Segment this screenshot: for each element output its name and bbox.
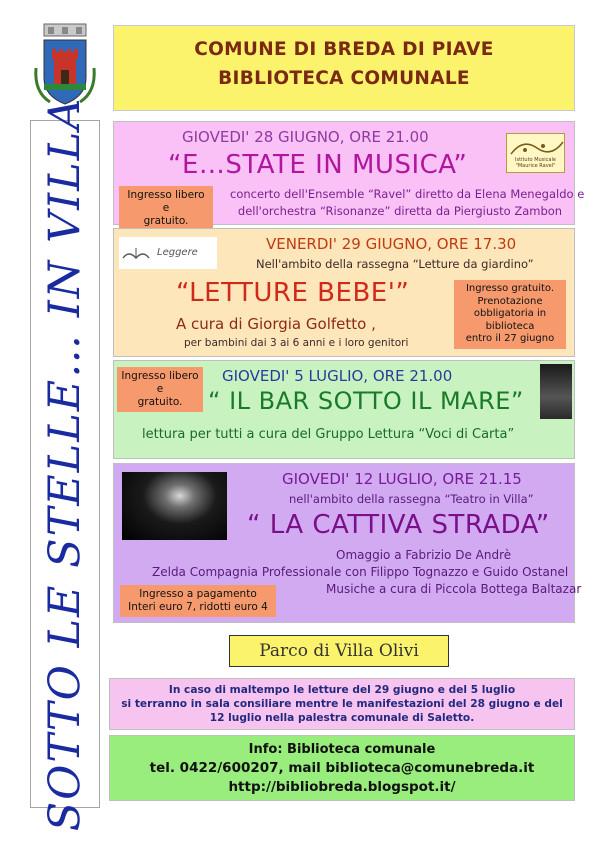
event-date: GIOVEDI' 12 LUGLIO, ORE 21.15 (282, 470, 522, 488)
event-date: GIOVEDI' 5 LUGLIO, ORE 21.00 (222, 367, 453, 385)
event-description-line-2: Zelda Compagnia Professionale con Filippo Tognazzo e Guido Ostanel (152, 565, 569, 579)
note-line: Ingresso gratuito. (465, 283, 555, 294)
event-subtitle: nell'ambito della rassegna “Teatro in Villa” (289, 492, 534, 506)
note-line: Ingresso libero e (121, 370, 199, 395)
note-line: Ingresso a pagamento (139, 588, 257, 600)
logo-caption (509, 157, 562, 169)
vertical-title: SOTTO LE STELLE… IN VILLA (40, 96, 90, 832)
event-title: “E…STATE IN MUSICA” (168, 150, 468, 180)
note-line: Ingresso libero e (127, 189, 205, 214)
leggere-logo-text: Leggere (157, 247, 198, 258)
logo-caption-line: "Maurice Ravel" (515, 163, 556, 169)
event-card-1 (113, 121, 585, 227)
event-subtitle: Nell'ambito della rassegna “Letture da giardino” (256, 257, 534, 271)
vertical-title-panel (30, 96, 100, 832)
logo-caption-line: Istituto Musicale (515, 157, 556, 163)
entry-note (454, 280, 566, 349)
rain-notice-line: si terranno in sala consiliare mentre le manifestazioni del 28 giugno e del (121, 698, 563, 710)
event-title: “ LA CATTIVA STRADA” (247, 510, 550, 540)
event-audience: per bambini dai 3 ai 6 anni e i loro genitori (184, 337, 409, 349)
event-card-4 (113, 463, 582, 623)
event-title: “ IL BAR SOTTO IL MARE” (208, 387, 524, 415)
header-subtitle: BIBLIOTECA COMUNALE (218, 68, 470, 89)
event-card-2 (113, 228, 575, 357)
desc-line: dell'orchestra “Risonanze” diretta da Piergiusto Zambon (237, 204, 563, 218)
event-description (230, 186, 585, 220)
event-description: lettura per tutti a cura del Gruppo Lettura “Voci di Carta” (142, 427, 515, 442)
note-line: gratuito. (143, 215, 189, 227)
desc-line: concerto dell'Ensemble “Ravel” diretto da Elena Menegaldo e (230, 187, 585, 201)
header-banner (113, 25, 575, 111)
event-curator: A cura di Giorgia Golfetto , (176, 315, 376, 333)
event-date: VENERDI' 29 GIUGNO, ORE 17.30 (266, 235, 517, 253)
event-date: GIOVEDI' 28 GIUGNO, ORE 21.00 (182, 128, 429, 146)
note-line: obbligatoria in biblioteca (473, 308, 547, 332)
event-card-3 (113, 360, 575, 459)
info-box (109, 735, 575, 801)
book-cover-photo (540, 364, 572, 419)
info-contact: tel. 0422/600207, mail biblioteca@comunebreda.it (149, 760, 535, 776)
note-line: entro il 27 giugno (465, 333, 555, 344)
rain-notice-line: In caso di maltempo le letture del 29 giugno e del 5 luglio (168, 684, 516, 696)
entry-note (119, 186, 213, 231)
event-description-line-1: Omaggio a Fabrizio De Andrè (336, 548, 512, 562)
header-title: COMUNE DI BREDA DI PIAVE (194, 39, 494, 60)
entry-note (120, 585, 276, 617)
music-institute-logo (506, 133, 565, 173)
event-title: “LETTURE BEBE'” (176, 278, 410, 308)
note-line: Interi euro 7, ridotti euro 4 (128, 601, 268, 613)
venue-label: Parco di Villa Olivi (229, 635, 449, 667)
note-line: gratuito. (137, 396, 183, 408)
rain-notice (109, 678, 575, 730)
note-line: Prenotazione (477, 295, 543, 307)
performer-photo (122, 472, 227, 540)
info-website: http://bibliobreda.blogspot.it/ (228, 779, 456, 795)
info-title: Info: Biblioteca comunale (248, 742, 436, 757)
leggere-logo (119, 237, 217, 269)
entry-note (117, 367, 203, 412)
event-description-line-3: Musiche a cura di Piccola Bottega Baltazar (326, 582, 582, 596)
rain-notice-line: 12 luglio nella palestra comunale di Saletto. (209, 712, 475, 724)
